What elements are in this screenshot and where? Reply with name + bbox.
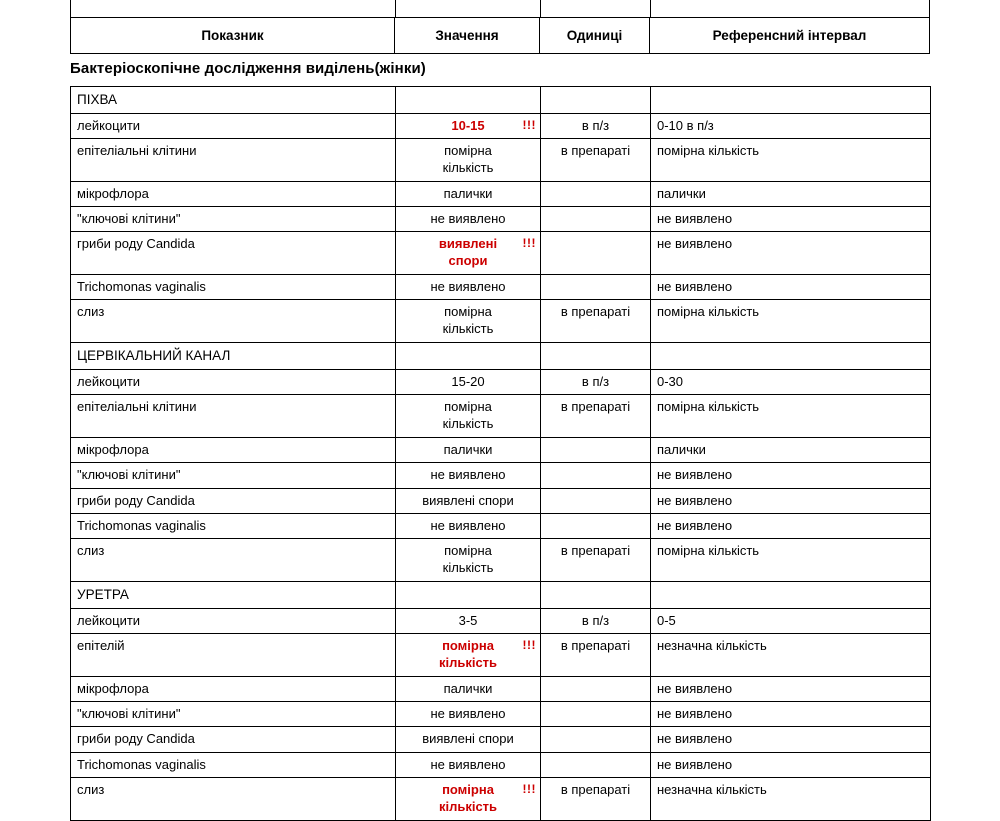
cell-value [396, 438, 541, 463]
cell-value [396, 275, 541, 300]
table-row [71, 634, 931, 677]
cell-value [396, 395, 541, 438]
table-row [71, 539, 931, 582]
table-row [71, 113, 931, 138]
cell-indicator: лейкоцити [71, 370, 396, 395]
cell-value [396, 777, 541, 820]
cell-value [396, 232, 541, 275]
table-row [71, 608, 931, 633]
cell-units: в препараті [541, 539, 651, 582]
cell-indicator: гриби роду Candida [71, 727, 396, 752]
column-header-reference: Референсний інтервал [650, 18, 930, 54]
cell-units [541, 207, 651, 232]
cell-units [541, 438, 651, 463]
cell-reference: не виявлено [651, 676, 931, 701]
cell-indicator: епітелій [71, 634, 396, 677]
value-text: помірна кількість [442, 399, 494, 432]
cell-indicator: гриби роду Candida [71, 232, 396, 275]
table-group-row [71, 581, 931, 608]
cell-value [396, 727, 541, 752]
abnormal-flag: !!! [522, 781, 536, 796]
cell-reference: помірна кількість [651, 395, 931, 438]
value-text: 3-5 [458, 612, 478, 628]
cell-units: в препараті [541, 777, 651, 820]
cell-indicator: гриби роду Candida [71, 488, 396, 513]
cell-reference: помірна кількість [651, 300, 931, 343]
cell-reference: не виявлено [651, 275, 931, 300]
cell-value [396, 207, 541, 232]
cell-value [396, 513, 541, 538]
table-header-row [70, 18, 930, 54]
cell-value [396, 181, 541, 206]
table-row [71, 139, 931, 182]
abnormal-flag: !!! [522, 236, 536, 251]
cell-value [396, 87, 541, 114]
cell-reference: не виявлено [651, 463, 931, 488]
table-row [71, 463, 931, 488]
value-text: не виявлено [430, 279, 506, 295]
cell-value [396, 343, 541, 370]
cell-reference: не виявлено [651, 207, 931, 232]
cell-reference: не виявлено [651, 702, 931, 727]
value-text: виявлені спори [438, 236, 498, 269]
cell-value [396, 488, 541, 513]
cell-units: в п/з [541, 370, 651, 395]
value-text: не виявлено [430, 467, 506, 483]
cell-units [541, 676, 651, 701]
cell-indicator: лейкоцити [71, 608, 396, 633]
cell-indicator: слиз [71, 300, 396, 343]
value-text: помірна кількість [442, 143, 494, 176]
table-row [71, 275, 931, 300]
cell-reference: незначна кількість [651, 777, 931, 820]
cell-value [396, 752, 541, 777]
cell-value [396, 702, 541, 727]
value-text: палички [443, 185, 493, 201]
column-header-units: Одиниці [540, 18, 650, 54]
cell-indicator: слиз [71, 539, 396, 582]
value-text: не виявлено [430, 517, 506, 533]
cell-value [396, 113, 541, 138]
cell-value [396, 139, 541, 182]
table-row [71, 513, 931, 538]
cell-units [541, 463, 651, 488]
table-row [71, 438, 931, 463]
cell-value [396, 634, 541, 677]
cell-units [541, 87, 651, 114]
table-row [71, 488, 931, 513]
table-row [71, 676, 931, 701]
cell-reference: помірна кількість [651, 139, 931, 182]
cell-reference: незначна кількість [651, 634, 931, 677]
cell-reference [651, 343, 931, 370]
cell-reference: не виявлено [651, 488, 931, 513]
cell-indicator: УРЕТРА [71, 581, 396, 608]
cell-indicator: Trichomonas vaginalis [71, 275, 396, 300]
cell-value [396, 676, 541, 701]
cell-reference: 0-5 [651, 608, 931, 633]
cell-reference: не виявлено [651, 727, 931, 752]
cell-units [541, 702, 651, 727]
cell-units: в п/з [541, 608, 651, 633]
value-text: 15-20 [451, 374, 485, 390]
cell-indicator: епітеліальні клітини [71, 139, 396, 182]
cell-indicator: "ключові клітини" [71, 463, 396, 488]
section-title: Бактеріоскопічне дослідження виділень(жінки) [70, 60, 426, 77]
cell-units [541, 275, 651, 300]
cell-reference: не виявлено [651, 513, 931, 538]
cell-reference: помірна кількість [651, 539, 931, 582]
table-row [71, 702, 931, 727]
cell-reference: не виявлено [651, 232, 931, 275]
cell-indicator: слиз [71, 777, 396, 820]
table-row [71, 232, 931, 275]
cell-indicator: "ключові клітини" [71, 207, 396, 232]
cell-indicator: ЦЕРВІКАЛЬНИЙ КАНАЛ [71, 343, 396, 370]
cell-units [541, 232, 651, 275]
table-row [71, 752, 931, 777]
abnormal-flag: !!! [522, 638, 536, 653]
top-cell-4 [651, 0, 929, 17]
table-row [71, 300, 931, 343]
cell-value [396, 608, 541, 633]
table-row [71, 370, 931, 395]
cell-value [396, 539, 541, 582]
results-table-body [71, 87, 931, 821]
cell-value [396, 463, 541, 488]
cell-units: в препараті [541, 300, 651, 343]
value-text: 10-15 [451, 117, 485, 133]
table-group-row [71, 343, 931, 370]
cell-indicator: мікрофлора [71, 438, 396, 463]
cell-indicator: мікрофлора [71, 676, 396, 701]
table-row [71, 727, 931, 752]
abnormal-flag: !!! [522, 117, 536, 132]
cell-units [541, 727, 651, 752]
column-header-indicator: Показник [70, 18, 395, 54]
cell-indicator: мікрофлора [71, 181, 396, 206]
table-row [71, 777, 931, 820]
top-cell-1 [71, 0, 396, 17]
cell-indicator: Trichomonas vaginalis [71, 513, 396, 538]
table-row [71, 395, 931, 438]
cell-units: в препараті [541, 395, 651, 438]
cell-indicator: лейкоцити [71, 113, 396, 138]
top-cell-3 [541, 0, 651, 17]
cell-units [541, 752, 651, 777]
cell-indicator: Trichomonas vaginalis [71, 752, 396, 777]
cell-value [396, 370, 541, 395]
cell-reference: палички [651, 181, 931, 206]
value-text: не виявлено [430, 756, 506, 772]
cell-units: в п/з [541, 113, 651, 138]
value-text: помірна кількість [438, 781, 498, 814]
column-header-value: Значення [395, 18, 540, 54]
value-text: помірна кількість [438, 638, 498, 670]
cell-units [541, 488, 651, 513]
value-text: помірна кількість [442, 304, 494, 337]
value-text: палички [443, 680, 493, 696]
cell-reference [651, 581, 931, 608]
cell-units [541, 581, 651, 608]
value-text: не виявлено [430, 706, 506, 722]
cell-units [541, 181, 651, 206]
cell-reference: 0-10 в п/з [651, 113, 931, 138]
cell-reference: палички [651, 438, 931, 463]
cell-indicator: "ключові клітини" [71, 702, 396, 727]
table-row [71, 181, 931, 206]
cell-reference: 0-30 [651, 370, 931, 395]
cell-units: в препараті [541, 634, 651, 677]
top-cell-2 [396, 0, 541, 17]
cell-reference: не виявлено [651, 752, 931, 777]
value-text: виявлені спори [422, 492, 514, 508]
cell-units: в препараті [541, 139, 651, 182]
table-top-partial-row [70, 0, 930, 18]
cell-indicator: епітеліальні клітини [71, 395, 396, 438]
value-text: виявлені спори [422, 731, 514, 747]
value-text: помірна кількість [442, 543, 494, 576]
value-text: палички [443, 442, 493, 458]
cell-units [541, 513, 651, 538]
cell-reference [651, 87, 931, 114]
cell-units [541, 343, 651, 370]
cell-value [396, 581, 541, 608]
table-group-row [71, 87, 931, 114]
cell-value [396, 300, 541, 343]
table-row [71, 207, 931, 232]
cell-indicator: ПІХВА [71, 87, 396, 114]
value-text: не виявлено [430, 211, 506, 227]
results-table [70, 86, 931, 821]
